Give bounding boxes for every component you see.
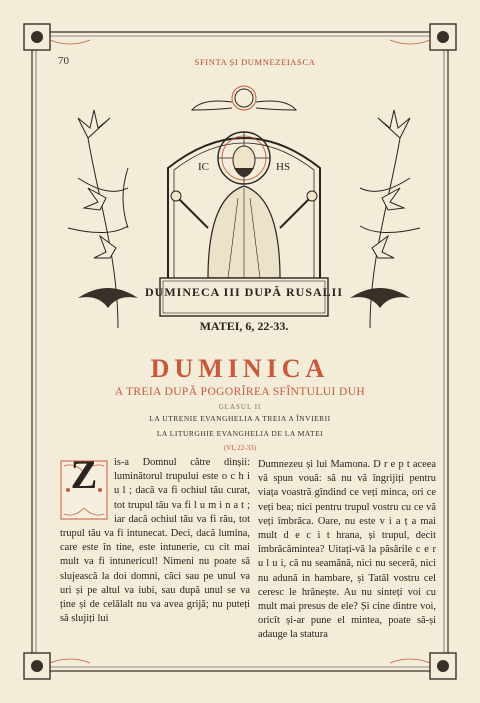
body-left: is-a Domnul către dinșii: luminătorul trupului este o c h i u l ; dacă va fi ochiul tău curat, tot trupul tău va fi l u m i n a t ; iar dacă ochiul tău va fi rău, tot trupul tău va fi intunecat. Deci, dacă lumina, care este în tine, este intunerie, cu cit mai mult va fi intunericul! Nimeni nu poate să slujească la doi domni, căci sau pe unul va uri și pe altul va iubi, sau după unul se va ține și de celălalt nu va avea grijă; nu puteți să slujiți lui	[60, 457, 250, 625]
drop-initial-letter: Z	[70, 452, 98, 497]
heading-liturghie: LA LITURGHIE EVANGHELIA DE LA MATEI	[156, 429, 324, 438]
heading-title: DUMINICA	[150, 354, 330, 383]
text-column-right	[258, 458, 436, 643]
heading-subtitle: A TREIA DUPĂ POGORÎREA SFÎNTULUI DUH	[114, 386, 366, 398]
christ-illustration	[58, 78, 430, 338]
banner-title: DUMINECA III DUPĂ RUSALII	[144, 285, 344, 299]
heading-ref: (VI, 22-33)	[224, 444, 256, 452]
body-right: Dumnezeu și lui Mamona. D r e p t aceea vă spun vouă: să nu vă îngrijiți pentru viața voastră gîndind ce veți minca, ori ce veți bea; nici pentru trupul vostru cu ce vă veți îmbrăca. Oare, nu este v i a ț a mai mult d e c i t hrana, și trupul, decit îmbrăcămintea? Uitați-vă la păsările c e r u l u i, că nu seamănă, nici nu seceră, nici nu adună in hambare, și Tatăl vostru cel ceresc le hrănește. Au nu sinteți voi cu mult mai presus de ele? Și cine dintre voi, oricît și-ar pune el mintea, poate să-și adauge la statura	[258, 459, 436, 641]
hs-label: HS	[276, 161, 291, 173]
banner-reference: MATEI, 6, 22-33.	[199, 319, 289, 333]
ic-label: IC	[198, 161, 209, 173]
text-column-left	[60, 452, 250, 626]
heading-utrenie: LA UTRENIE EVANGHELIA A TREIA A ÎNVIERII	[149, 414, 331, 423]
drop-initial	[60, 452, 108, 520]
running-head: SFINTA ȘI DUMNEZEIASCA	[194, 57, 316, 67]
page-number: 70	[58, 55, 69, 67]
heading-glas: GLASUL II	[218, 403, 262, 411]
angel-icon	[192, 86, 296, 110]
